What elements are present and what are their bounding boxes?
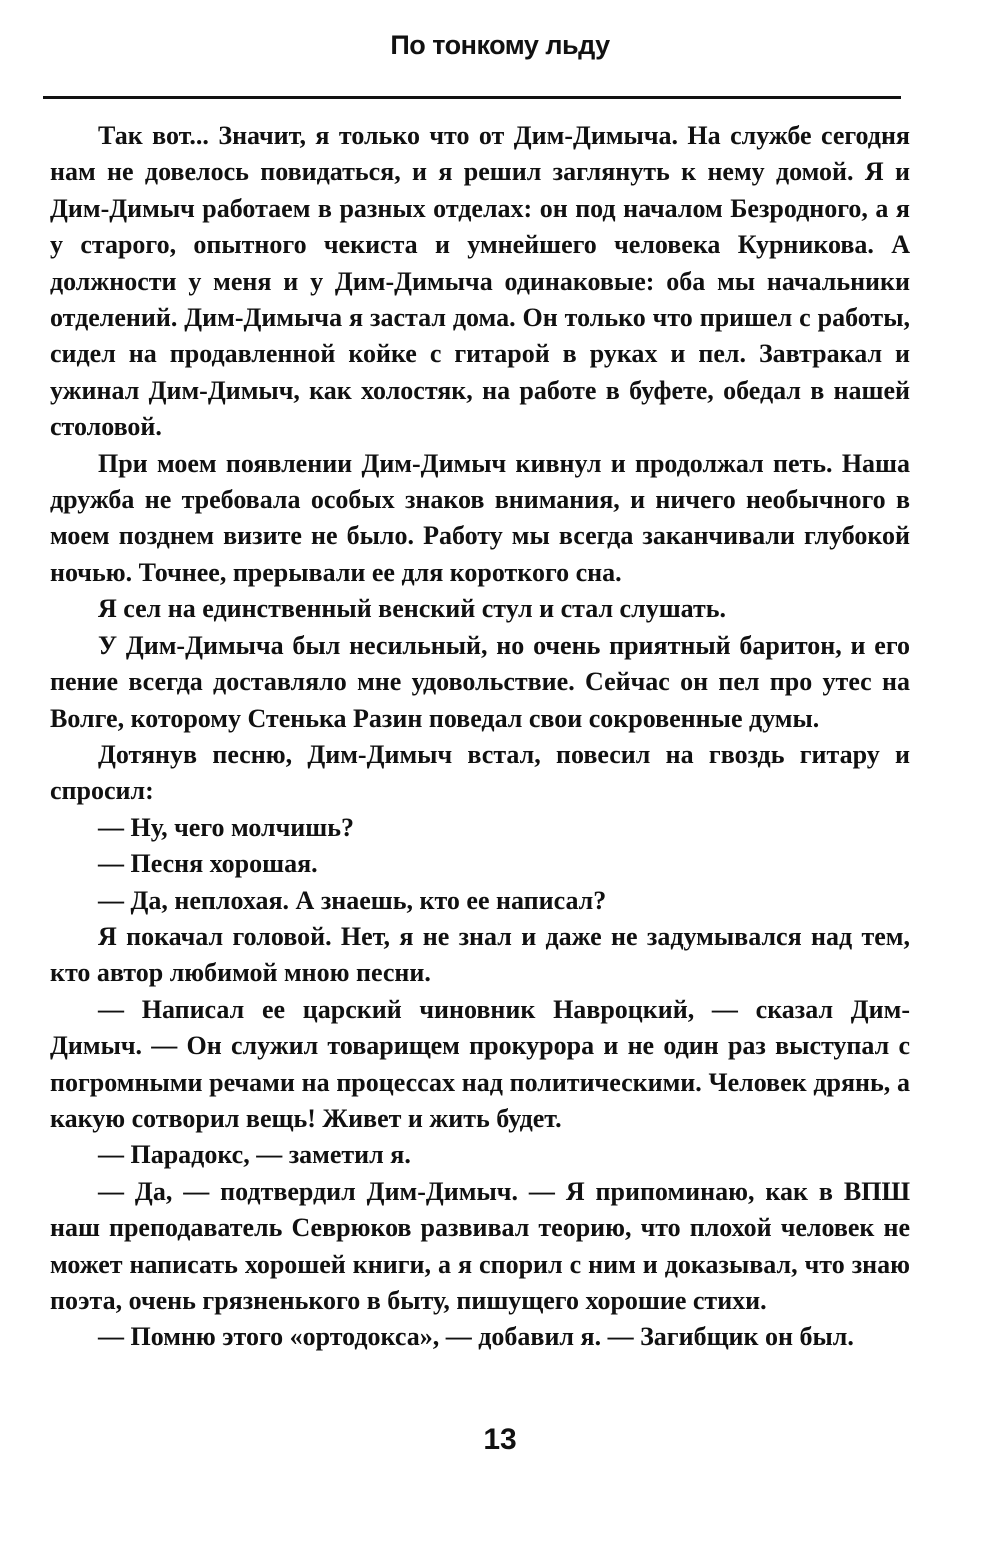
paragraph: Я покачал головой. Нет, я не знал и даже не задумывался над тем, кто автор любимой мною песни. (50, 921, 910, 988)
dialogue-line: — Написал ее царский чиновник Навроцкий, — сказал Дим-Димыч. — Он служил товарищем прокурора и не один раз выступал с погромными речами на процессах над политическими. Человек дрянь, а какую сотворил вещь! Живет и жить будет. (50, 994, 910, 1133)
running-title: По тонкому льду (390, 30, 610, 60)
dialogue-line: — Да, неплохая. А знаешь, кто ее написал? (98, 885, 607, 915)
page-number: 13 (483, 1423, 517, 1456)
dialogue-line: — Помню этого «ортодокса», — добавил я. — Загибщик он был. (98, 1322, 854, 1352)
paragraph: Так вот... Значит, я только что от Дим-Димыча. На службе сегодня нам не довелось повидаться, и я решил заглянуть к нему домой. Я и Дим-Димыч работаем в разных отделах: он под началом Безродного, а я у старого, опытного чекиста и умнейшего человека Курникова. А должности у меня и у Дим-Димыча одинаковые: оба мы начальники отделений. Дим-Димыча я застал дома. Он только что пришел с работы, сидел на продавленной койке с гитарой в руках и пел. Завтракал и ужинал Дим-Димыч, как холостяк, на работе в буфете, обедал в нашей столовой. (50, 121, 910, 442)
paragraph: Я сел на единственный венский стул и стал слушать. (98, 594, 726, 624)
dialogue-line: — Парадокс, — заметил я. (98, 1140, 411, 1170)
paragraph: У Дим-Димыча был несильный, но очень приятный баритон, и его пение всегда доставляло мне удовольствие. Сейчас он пел про утес на Волге, которому Стенька Разин поведал свои сокровенные думы. (50, 630, 910, 733)
dialogue-line: — Да, — подтвердил Дим-Димыч. — Я припоминаю, как в ВПШ наш преподаватель Севрюков развивал теорию, что плохой человек не может написать хорошей книги, а я спорил с ним и доказывал, что знаю поэта, очень грязненького в быту, пишущего хорошие стихи. (50, 1176, 910, 1315)
paragraph: Дотянув песню, Дим-Димыч встал, повесил на гвоздь гитару и спросил: (50, 739, 910, 806)
dialogue-line: — Ну, чего молчишь? (98, 812, 354, 842)
paragraph: При моем появлении Дим-Димыч кивнул и продолжал петь. Наша дружба не требовала особых знаков внимания, и ничего необычного в моем позднем визите не было. Работу мы всегда заканчивали глубокой ночью. Точнее, прерывали ее для короткого сна. (50, 448, 910, 587)
body-text (50, 118, 910, 1356)
dialogue-line: — Песня хорошая. (98, 849, 318, 879)
header-rule (43, 96, 901, 99)
